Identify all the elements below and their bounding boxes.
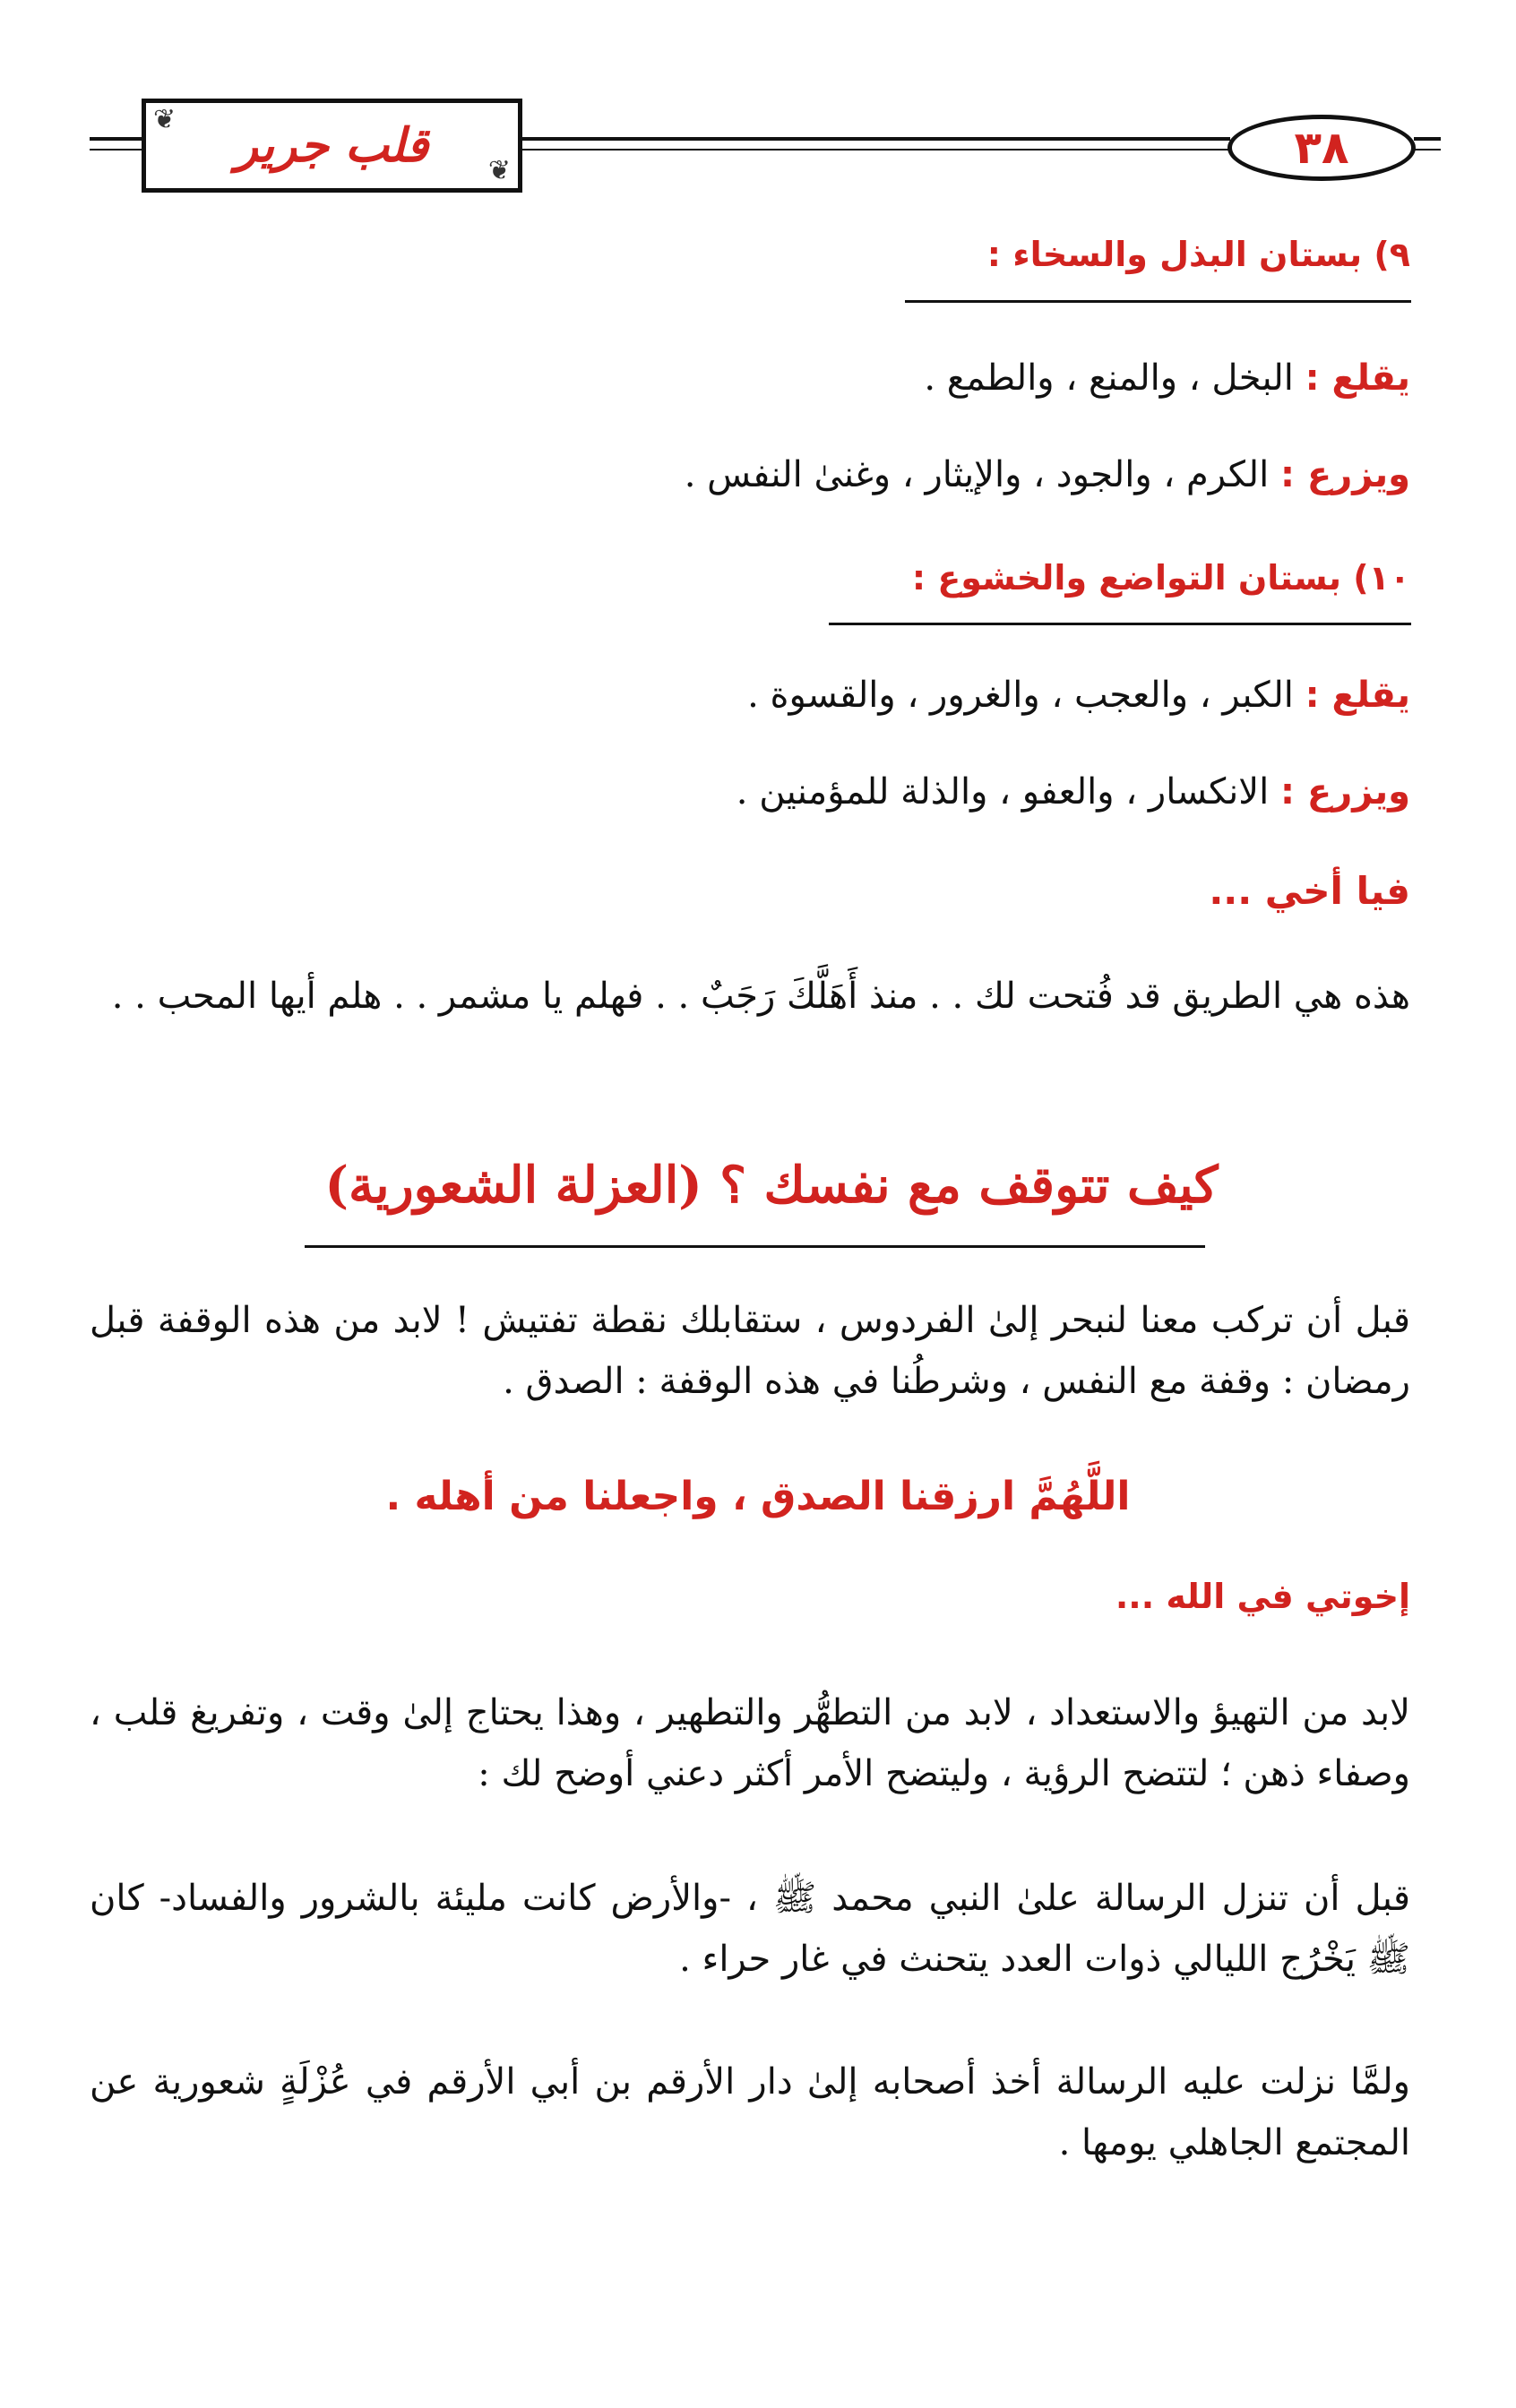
chapter-intro: قبل أن تركب معنا لنبحر إلىٰ الفردوس ، ستقابلك نقطة تفتيش ! لابد من هذه الوقفة قبل رمضان : وقفة مع النفس ، وشرطُنا في هذه الوقفة : الصدق . [90, 1300, 1410, 1402]
uproot-label: يقلع : [1305, 357, 1410, 399]
chapter-title: كيف تتوقف مع نفسك ؟ (العزلة الشعورية) [324, 1156, 1219, 1215]
call-block [90, 869, 1410, 914]
header-rule-right-top [1414, 137, 1441, 141]
section-10-heading: ١٠) بستان التواضع والخشوع : [911, 558, 1410, 598]
call-paragraph: هذه هي الطريق قد فُتحت لك . . منذ أَهَلَّكَ رَجَبٌ . . فهلم يا مشمر . . هلم أيها المحب . . [111, 976, 1410, 1017]
plant-label: ويزرع : [1279, 454, 1410, 495]
header-rule-mid-bottom [522, 149, 1230, 150]
header-rule-mid-top [522, 137, 1230, 141]
section-9-heading: ٩) بستان البذل والسخاء : [986, 235, 1410, 274]
section-10-underline [829, 623, 1411, 625]
paragraph-1: لابد من التهيؤ والاستعداد ، لابد من التطهُّر والتطهير ، وهذا يحتاج إلىٰ وقت ، وتفريغ قلب ، وصفاء ذهن ؛ لتتضح الرؤية ، وليتضح الأمر أكثر دعني أوضح لك : [90, 1692, 1410, 1794]
book-title-box [142, 99, 522, 193]
ornament-icon: ❦ [153, 104, 177, 135]
plant-text: الكرم ، والجود ، والإيثار ، وغنىٰ النفس . [684, 454, 1270, 495]
header-rule-right-bottom [1414, 149, 1441, 150]
section-9-uproot-line [90, 357, 1410, 400]
uproot-label: يقلع : [1305, 675, 1410, 716]
header-rule-left-top [90, 137, 143, 141]
paragraph-3: ولمَّا نزلت عليه الرسالة أخذ أصحابه إلىٰ دار الأرقم بن أبي الأرقم في عُزْلَةٍ شعورية عن المجتمع الجاهلي يومها . [90, 2061, 1410, 2163]
brothers-heading: إخوتي في الله ... [1115, 1577, 1410, 1616]
chapter-title-underline [305, 1245, 1205, 1248]
plant-text: الانكسار ، والعفو ، والذلة للمؤمنين . [736, 771, 1270, 813]
plant-label: ويزرع : [1279, 771, 1410, 813]
uproot-text: الكبر ، والعجب ، والغرور ، والقسوة . [747, 675, 1294, 716]
header-rule-left-bottom [90, 149, 143, 150]
section-9 [90, 235, 1410, 276]
section-9-plant-line [90, 453, 1410, 496]
prayer: اللَّهُمَّ ارزقنا الصدق ، واجعلنا من أهله . [385, 1474, 1131, 1519]
ornament-icon: ❦ [487, 155, 511, 186]
book-title: قلب جرير [235, 118, 429, 173]
call-heading: فيا أخي ... [1209, 869, 1410, 913]
section-10-uproot-line [90, 674, 1410, 717]
section-9-underline [905, 300, 1411, 303]
paragraph-2: قبل أن تنزل الرسالة علىٰ النبي محمد ﷺ ، -والأرض كانت مليئة بالشرور والفساد- كان ﷺ يَخْرُج الليالي ذوات العدد يتحنث في غار حراء . [90, 1878, 1410, 1980]
brothers-block [90, 1577, 1410, 1618]
page-number-oval [1227, 115, 1416, 181]
section-10 [90, 558, 1410, 599]
section-10-plant-line [90, 770, 1410, 813]
page-number: ٣٨ [1294, 122, 1349, 174]
uproot-text: البخل ، والمنع ، والطمع . [924, 357, 1294, 399]
